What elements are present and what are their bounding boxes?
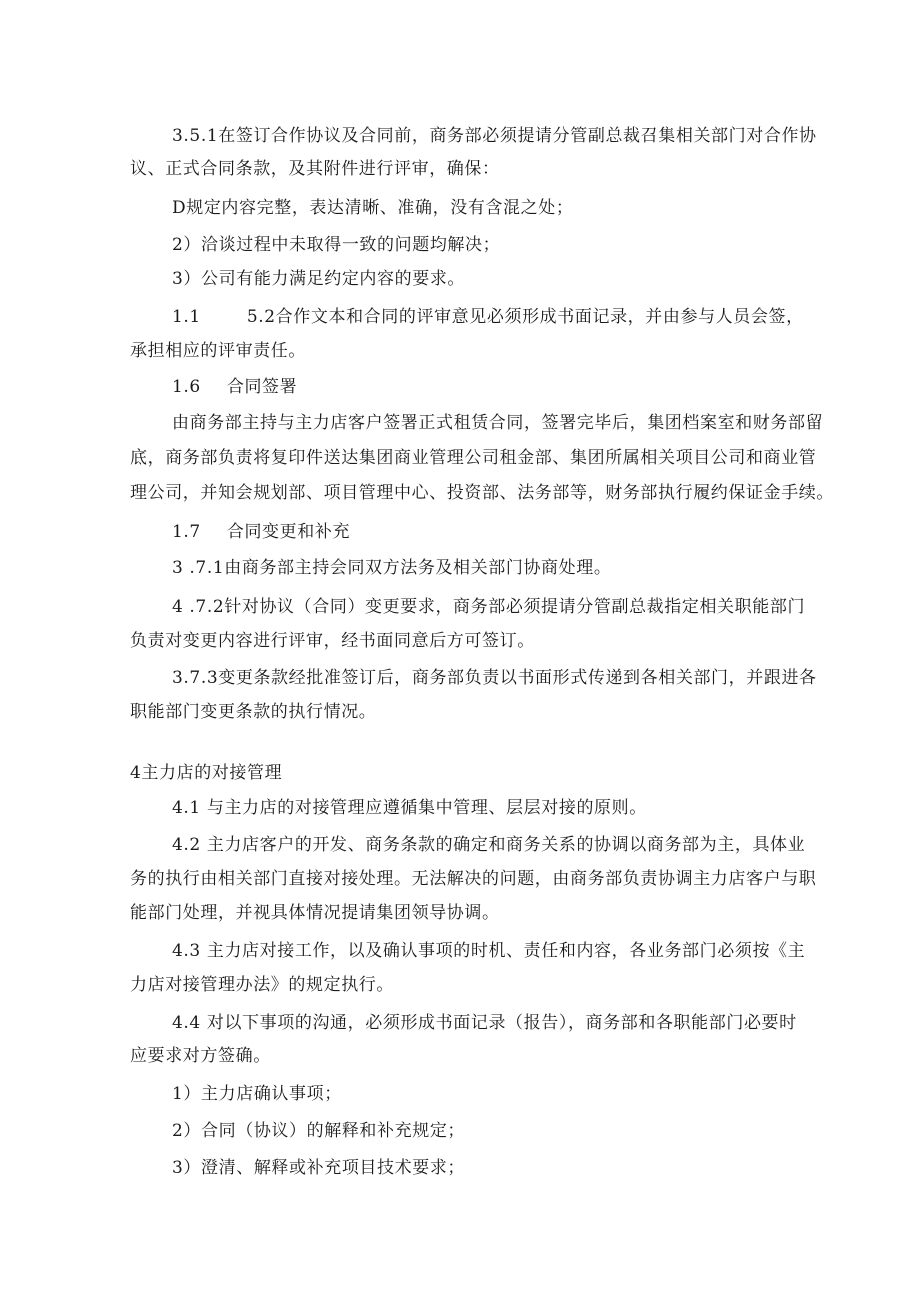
paragraph-3-5-1-line-2: 议、正式合同条款，及其附件进行评审，确保： xyxy=(130,159,500,179)
paragraph-4-2-line-1: 4.2 主力店客户的开发、商务条款的确定和商务关系的协调以商务部为主，具体业 xyxy=(172,835,806,855)
paragraph-4-1: 4.1 与主力店的对接管理应遵循集中管理、层层对接的原则。 xyxy=(172,798,647,818)
paragraph-4-2-line-3: 能部门处理，并视具体情况提请集团领导协调。 xyxy=(130,903,500,923)
list-item-3: 3）公司有能力满足约定内容的要求。 xyxy=(172,269,466,289)
paragraph-signing-line-1: 由商务部主持与主力店客户签署正式租赁合同，签署完毕后，集团档案室和财务部留 xyxy=(172,413,824,433)
paragraph-4-7-2-line-1: 4 .7.2针对协议（合同）变更要求，商务部必须提请分管副总裁指定相关职能部门 xyxy=(172,597,806,617)
heading-1-6 xyxy=(172,376,297,398)
section-title: 合同变更和补充 xyxy=(226,522,351,542)
paragraph-signing-line-3: 理公司，并知会规划部、项目管理中心、投资部、法务部等，财务部执行履约保证金手续。 xyxy=(130,483,834,503)
heading-1-7 xyxy=(172,521,350,543)
list-item-2: 2）洽谈过程中未取得一致的问题均解决； xyxy=(172,235,501,255)
list-item-4-4-2: 2）合同（协议）的解释和补充规定； xyxy=(172,1121,466,1141)
list-item-4-4-1: 1）主力店确认事项； xyxy=(172,1084,342,1104)
paragraph-4-4-line-1: 4.4 对以下事项的沟通，必须形成书面记录（报告），商务部和各职能部门必要时 xyxy=(172,1013,797,1033)
paragraph-3-7-1: 3 .7.1由商务部主持会同双方法务及相关部门协商处理。 xyxy=(172,558,612,578)
paragraph-signing-line-2: 底，商务部负责将复印件送达集团商业管理公司租金部、集团所属相关项目公司和商业管 xyxy=(130,448,817,468)
section-title: 合同签署 xyxy=(226,377,298,397)
list-item-4-4-3: 3）澄清、解释或补充项目技术要求； xyxy=(172,1158,466,1178)
paragraph-3-5-1-line-1: 3.5.1在签订合作协议及合同前，商务部必须提请分管副总裁召集相关部门对合作协 xyxy=(172,126,817,146)
paragraph-text: 5.2合作文本和合同的评审意见必须形成书面记录，并由参与人员会签， xyxy=(246,307,804,327)
paragraph-3-7-3-line-1: 3.7.3变更条款经批准签订后，商务部负责以书面形式传递到各相关部门，并跟进各 xyxy=(172,668,817,688)
section-number: 1.7 xyxy=(172,522,201,542)
section-number: 1.1 xyxy=(172,307,201,327)
paragraph-1-1-line-1 xyxy=(172,306,804,328)
section-number: 1.6 xyxy=(172,377,201,397)
paragraph-4-2-line-2: 务的执行由相关部门直接对接处理。无法解决的问题，由商务部负责协调主力店客户与职 xyxy=(130,869,817,889)
paragraph-4-4-line-2: 应要求对方签确。 xyxy=(130,1046,271,1066)
paragraph-3-7-3-line-2: 职能部门变更条款的执行情况。 xyxy=(130,702,377,722)
paragraph-1-1-line-2: 承担相应的评审责任。 xyxy=(130,341,306,361)
heading-section-4: 4主力店的对接管理 xyxy=(130,763,283,783)
paragraph-4-3-line-1: 4.3 主力店对接工作，以及确认事项的时机、责任和内容，各业务部门必须按《主 xyxy=(172,941,806,961)
list-item-1: D规定内容完整，表达清晰、准确，没有含混之处； xyxy=(172,198,574,218)
paragraph-4-7-2-line-2: 负责对变更内容进行评审，经书面同意后方可签订。 xyxy=(130,631,535,651)
paragraph-4-3-line-2: 力店对接管理办法》的规定执行。 xyxy=(130,975,394,995)
